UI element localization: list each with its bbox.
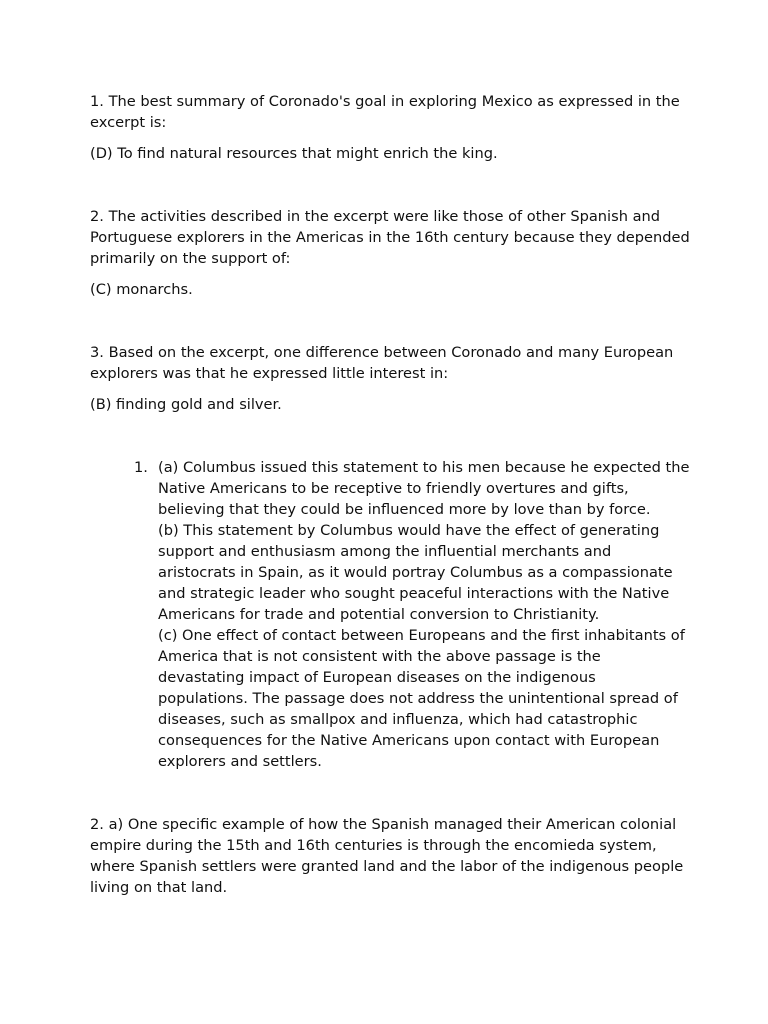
list-number: 1. — [134, 459, 148, 476]
answer-part-c: (c) One effect of contact between Europeans and the first inhabitants of America that is not consistent with the above passage is the devastating impact of European diseases on the indigenous populations. The passage does not address the unintentional spread of diseases, such as smallpox and influenza, which had catastrophic consequences for the Native Americans upon contact with European explorers and settlers. — [158, 627, 685, 770]
answer-part-b: (b) This statement by Columbus would have the effect of generating support and enthusiasm among the influential merchants and aristocrats in Spain, as it would portray Columbus as a compassionate and strategic leader who sought peaceful interactions with the Native Americans for trade and potential conversion to Christianity. — [158, 522, 673, 623]
question-text: 2. The activities described in the excerpt were like those of other Spanish and Portuguese explorers in the Americas in the 16th century because they depended primarily on the support of: — [90, 208, 690, 267]
question-text: 1. The best summary of Coronado's goal in exploring Mexico as expressed in the excerpt is: — [90, 93, 680, 131]
list-item — [90, 457, 690, 772]
question-text: 3. Based on the excerpt, one difference between Coronado and many European explorers was that he expressed little interest in: — [90, 344, 674, 382]
document-page — [90, 91, 690, 898]
answer-text: (C) monarchs. — [90, 281, 193, 298]
numbered-list — [90, 457, 690, 772]
answer-text: (D) To find natural resources that might enrich the king. — [90, 145, 498, 162]
answer-text: (B) finding gold and silver. — [90, 396, 282, 413]
final-paragraph: 2. a) One specific example of how the Spanish managed their American colonial empire during the 15th and 16th centuries is through the encomieda system, where Spanish settlers were granted land and the labor of the indigenous people living on that land. — [90, 816, 684, 896]
question-block-3 — [90, 342, 690, 415]
question-block-2 — [90, 206, 690, 300]
answer-part-a: (a) Columbus issued this statement to his men because he expected the Native Americans to be receptive to friendly overtures and gifts, believing that they could be influenced more by love than by force. — [158, 459, 690, 518]
question-block-1 — [90, 91, 690, 164]
